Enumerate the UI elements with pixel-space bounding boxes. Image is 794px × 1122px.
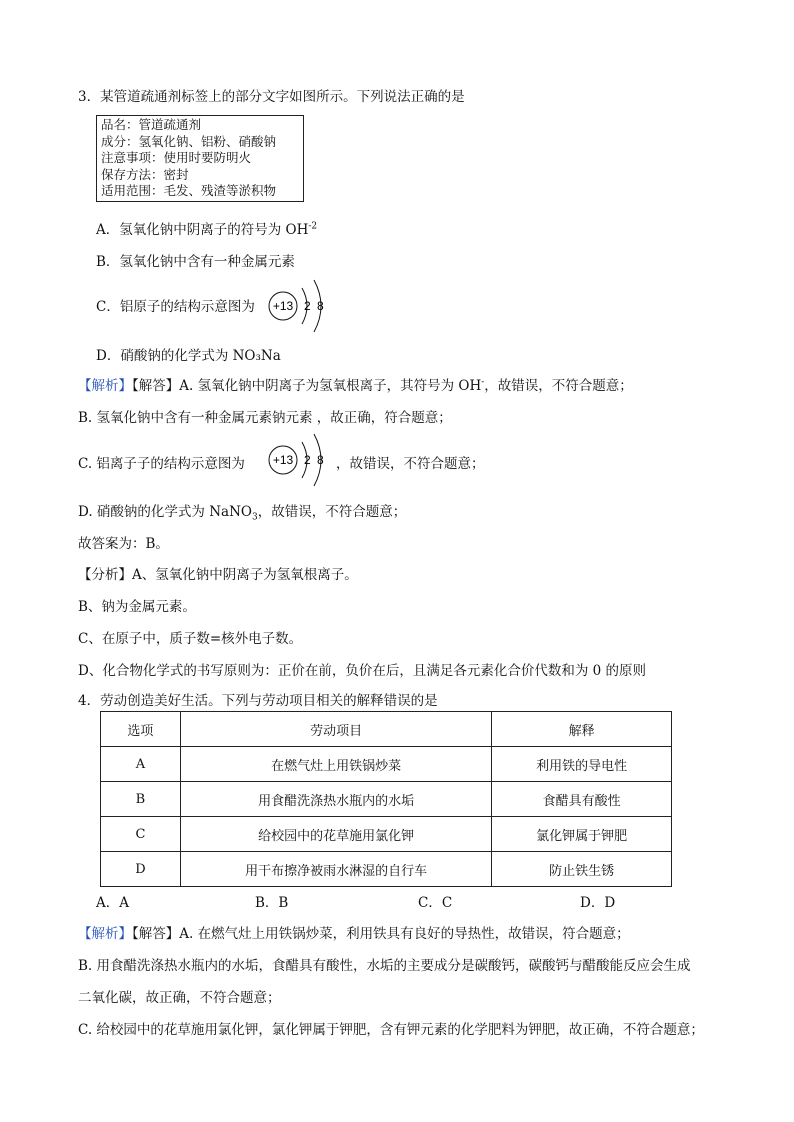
q4-option-b: B．B xyxy=(255,895,289,911)
atom-nucleus-label: +13 xyxy=(272,299,294,313)
table-row xyxy=(101,852,672,887)
product-label-box xyxy=(96,115,304,202)
jieda-text: 【解答】A. 氢氧化钠中阴离子为氢氧根离子，其符号为 OH xyxy=(132,378,482,394)
jieda-text: 【解答】A. 在燃气灶上用铁锅炒菜，利用铁具有良好的导热性，故错误，符合题意； xyxy=(132,926,630,942)
q4-jieda-a xyxy=(78,922,630,942)
jieda-text: D. 硝酸钠的化学式为 NaNO xyxy=(78,504,252,520)
jieda-text: ，故错误，不符合题意； xyxy=(484,378,633,394)
table-header: 选项 xyxy=(101,712,181,747)
label-line: 保存方法：密封 xyxy=(101,166,189,182)
q4-jieda-c: C. 给校园中的花草施用氯化钾，氯化钾属于钾肥，含有钾元素的化学肥料为钾肥，故正确，不符合题意； xyxy=(78,1022,704,1038)
q3-option-d: D．硝酸钠的化学式为 NO₃Na xyxy=(96,348,281,364)
q3-jieda-c-pre: C. 铝离子子的结构示意图为 xyxy=(78,456,245,472)
atom-diagram-option-c xyxy=(268,278,358,338)
label-line: 注意事项：使用时要防明火 xyxy=(101,150,252,165)
labor-table xyxy=(100,711,672,887)
charge-sup: - xyxy=(481,377,485,388)
q4-jieda-b2: 二氧化碳，故正确，不符合题意； xyxy=(78,990,281,1006)
label-line: 品名：管道疏通剂 xyxy=(101,117,202,132)
table-cell: 防止铁生锈 xyxy=(492,852,672,887)
q3-number: 3． xyxy=(78,89,101,105)
q3-fenxi-head: 【分析】A、氢氧化钠中阴离子为氢氧根离子。 xyxy=(78,567,358,583)
table-cell: 食醋具有酸性 xyxy=(492,782,672,817)
table-header-row xyxy=(101,712,672,747)
q3-stem-text: 某管道疏通剂标签上的部分文字如图所示。下列说法正确的是 xyxy=(100,89,465,105)
table-header: 劳动项目 xyxy=(180,712,491,747)
table-cell: 利用铁的导电性 xyxy=(492,747,672,782)
label-line: 成分：氢氧化钠、铝粉、硝酸钠 xyxy=(101,133,277,149)
jiexi-tag: 【解析】 xyxy=(78,926,132,942)
shell-electron-count: 8 xyxy=(317,299,324,313)
q3-fenxi-c: C、在原子中，质子数=核外电子数。 xyxy=(78,631,303,647)
table-cell: B xyxy=(101,782,181,817)
q3-jieda-c-post: ，故错误，不符合题意； xyxy=(336,456,485,472)
table-cell: 在燃气灶上用铁锅炒菜 xyxy=(180,747,491,782)
q3-option-b: B．氢氧化钠中含有一种金属元素 xyxy=(96,254,295,270)
q4-option-d: D．D xyxy=(580,895,616,911)
table-cell: D xyxy=(101,852,181,887)
table-cell: 用干布擦净被雨水淋湿的自行车 xyxy=(180,852,491,887)
table-header: 解释 xyxy=(492,712,672,747)
q3-fenxi-b: B、钠为金属元素。 xyxy=(78,599,196,615)
q3-jieda-a xyxy=(78,374,633,394)
q3-jieda-d xyxy=(78,500,407,523)
q3-jieda-b: B. 氢氧化钠中含有一种金属元素钠元素 ，故正确，符合题意； xyxy=(78,410,452,426)
q4-jieda-b1: B. 用食醋洗涤热水瓶内的水垢，食醋具有酸性，水垢的主要成分是碳酸钙，碳酸钙与醋酸能反应会生成 xyxy=(78,958,691,974)
table-cell: 氯化钾属于钾肥 xyxy=(492,817,672,852)
q4-option-c: C．C xyxy=(418,895,453,911)
table-row xyxy=(101,747,672,782)
jieda-text: ，故错误，不符合题意； xyxy=(257,504,407,520)
shell-electron-count: 2 xyxy=(304,453,311,467)
table-cell: 给校园中的花草施用氯化钾 xyxy=(180,817,491,852)
q3-answer: 故答案为：B。 xyxy=(78,536,169,552)
q3-option-a-text: A．氢氧化钠中阴离子的符号为 OH xyxy=(96,222,309,238)
subscript: 3 xyxy=(251,512,258,523)
table-row xyxy=(101,782,672,817)
q4-stem: 4．劳动创造美好生活。下列与劳动项目相关的解释错误的是 xyxy=(78,693,438,709)
q3-option-a xyxy=(96,218,317,238)
table-cell: 用食醋洗涤热水瓶内的水垢 xyxy=(180,782,491,817)
table-cell: C xyxy=(101,817,181,852)
jiexi-tag: 【解析】 xyxy=(78,378,132,394)
q3-fenxi-d: D、化合物化学式的书写原则为：正价在前，负价在后，且满足各元素化合价代数和为 0 的原则 xyxy=(78,663,646,679)
q3-option-c: C．铝原子的结构示意图为 xyxy=(96,299,255,315)
table-row xyxy=(101,817,672,852)
atom-nucleus-label: +13 xyxy=(272,453,294,467)
shell-electron-count: 2 xyxy=(304,299,311,313)
q4-option-a: A．A xyxy=(96,895,129,911)
label-line: 适用范围：毛发、残渣等淤积物 xyxy=(101,183,277,198)
q3-option-a-charge: -2 xyxy=(308,221,318,232)
q3-stem xyxy=(78,85,465,105)
shell-electron-count: 8 xyxy=(317,453,324,467)
table-cell: A xyxy=(101,747,181,782)
